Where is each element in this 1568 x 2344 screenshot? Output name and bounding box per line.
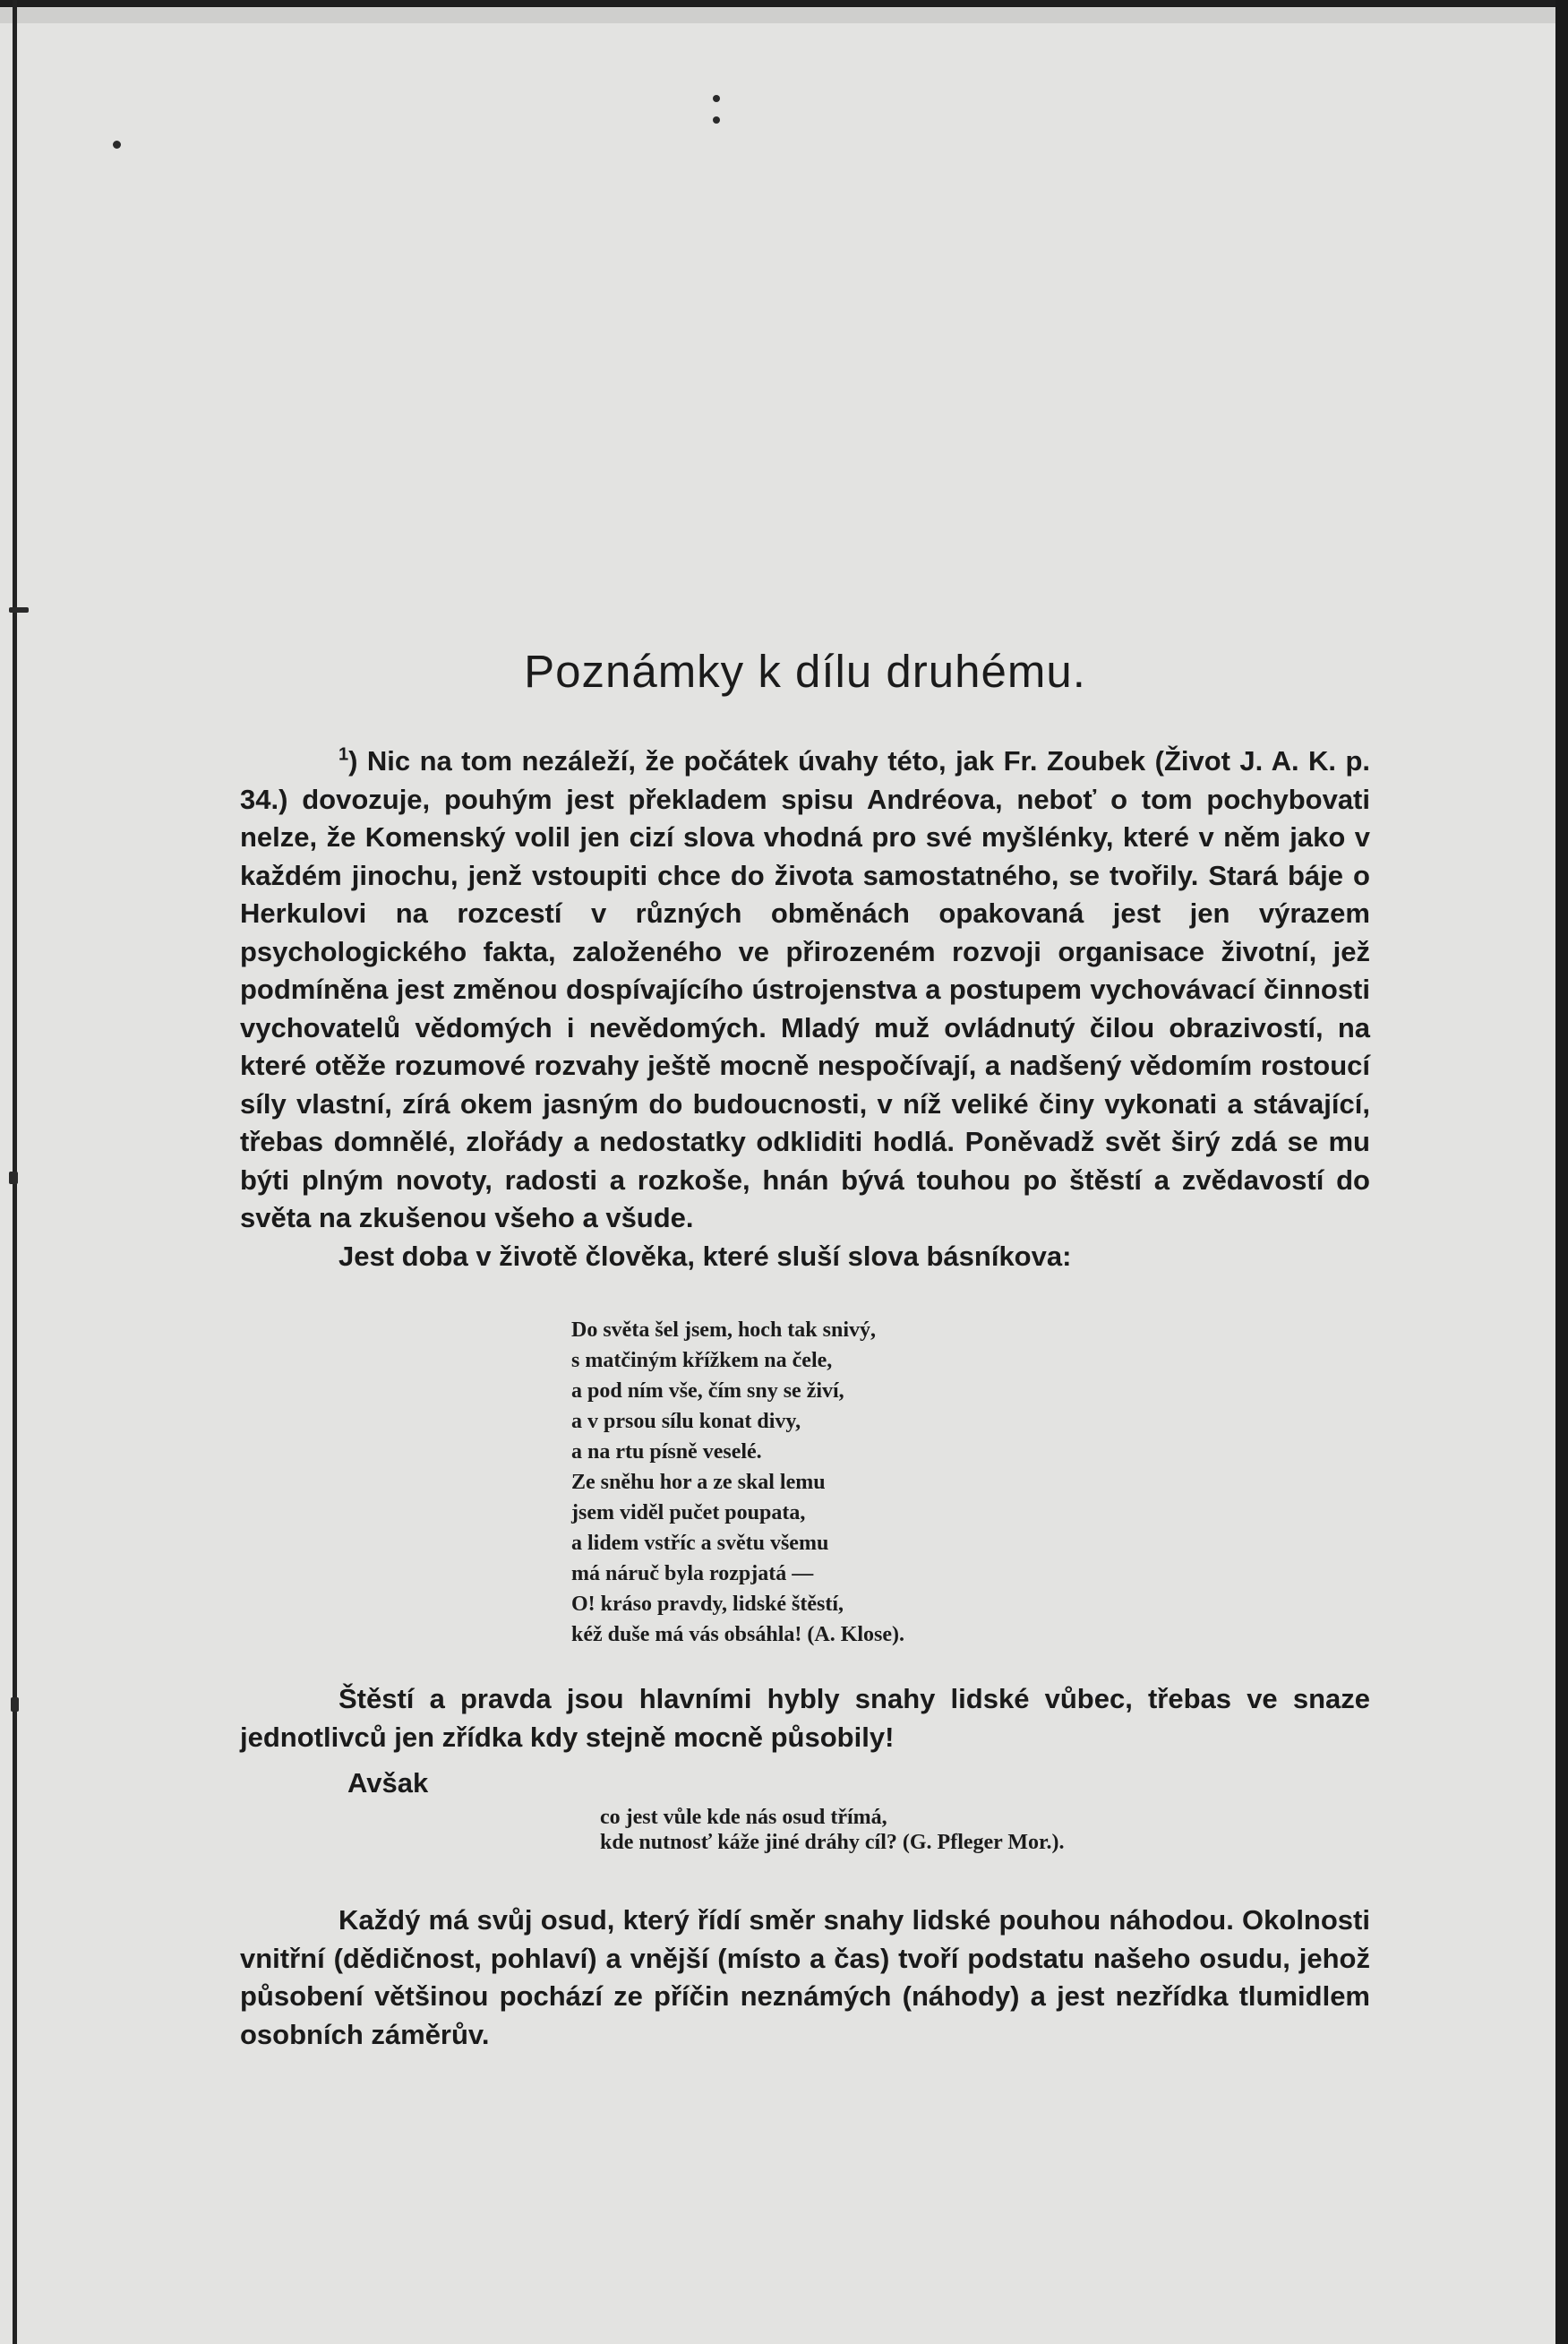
scan-speck	[113, 141, 121, 149]
poem-line: a pod ním vše, čím sny se živí,	[571, 1379, 844, 1403]
poem-line: kéž duše má vás obsáhla! (A. Klose).	[571, 1623, 905, 1646]
page-title: Poznámky k dílu druhému.	[524, 646, 1086, 697]
poem-line: a na rtu písně veselé.	[571, 1440, 762, 1464]
fate-paragraph: Každý má svůj osud, který řídí směr snahy lidské pouhou náhodou. Okolnosti vnitřní (dědičnost, pohlaví) a vnější (místo a čas) tvoří podstatu našeho osudu, jehož působení většinou pochází ze příčin neznámých (náhody) a jest nezřídka tlumidlem osobních záměrův.	[240, 1904, 1370, 2050]
poem-block	[571, 1315, 1370, 1650]
scan-speck	[9, 607, 29, 613]
poem-line: a lidem vstříc a světu všemu	[571, 1532, 829, 1555]
quote-line: co jest vůle kde nás osud třímá,	[600, 1806, 887, 1829]
quote-block	[600, 1805, 1370, 1855]
happiness-paragraph: Štěstí a pravda jsou hlavními hybly snahy lidské vůbec, třebas ve snaze jednotlivců jen zřídka kdy stejně mocně působily!	[240, 1683, 1370, 1753]
footnote-marker: 1	[338, 744, 349, 765]
poem-line: a v prsou sílu konat divy,	[571, 1410, 801, 1433]
scan-speck	[11, 1697, 19, 1712]
footnote-paragraph	[240, 743, 1370, 1238]
footnote-text: ) Nic na tom nezáleží, že počátek úvahy této, jak Fr. Zoubek (Život J. A. K. p. 34.) dovozuje, pouhým jest překladem spisu Andréova, neboť o tom pochybovati nelze, že Komenský volil jen cizí slova vhodná pro své myšlénky, které v něm jako v každém jinochu, jenž vstoupiti chce do života samostatného, se tvořily. Stará báje o Herkulovi na rozcestí v různých obměnách opakovaná jest jen výrazem psychologického fakta, založeného ve přirozeném rozvoji organisace životní, jež podmíněna jest změnou dospívajícího ústrojenstva a postupem vychovávací činnosti vychovatelů vědomých i nevědomých. Mladý muž ovládnutý čilou obrazivostí, na které otěže rozumové rozvahy ještě mocně nespočívají, a nadšený vědomím rostoucí síly vlastní, zírá okem jasným do budoucnosti, v níž veliké činy vykonati a stávající, třebas domnělé, zlořády a nedostatky odkliditi hodlá. Poněvadž svět širý zdá se mu býti plným novoty, radosti a rozkoše, hnán bývá touhou po štěstí a zvědavostí do světa na zkušenou všeho a všude.	[240, 745, 1370, 1233]
poem-line: s matčiným křížkem na čele,	[571, 1349, 833, 1372]
poem-line: Ze sněhu hor a ze skal lemu	[571, 1471, 826, 1494]
poem-line: jsem viděl pučet poupata,	[571, 1501, 806, 1524]
scan-speck	[713, 116, 720, 124]
page-content	[240, 645, 1370, 2054]
quote-line: kde nutnosť káže jiné dráhy cíl? (G. Pfleger Mor.).	[600, 1831, 1065, 1854]
avsak-label: Avšak	[347, 1767, 429, 1799]
poem-line: O! kráso pravdy, lidské štěstí,	[571, 1593, 844, 1616]
scan-speck	[713, 95, 720, 102]
scan-top-edge	[0, 0, 1568, 23]
poem-line: Do světa šel jsem, hoch tak snivý,	[571, 1318, 876, 1342]
poem-line: má náruč byla rozpjatá —	[571, 1562, 814, 1585]
poem-intro: Jest doba v životě člověka, které sluší slova básníkova:	[338, 1240, 1072, 1272]
scan-right-edge	[1555, 0, 1568, 2344]
scan-speck	[9, 1172, 18, 1184]
